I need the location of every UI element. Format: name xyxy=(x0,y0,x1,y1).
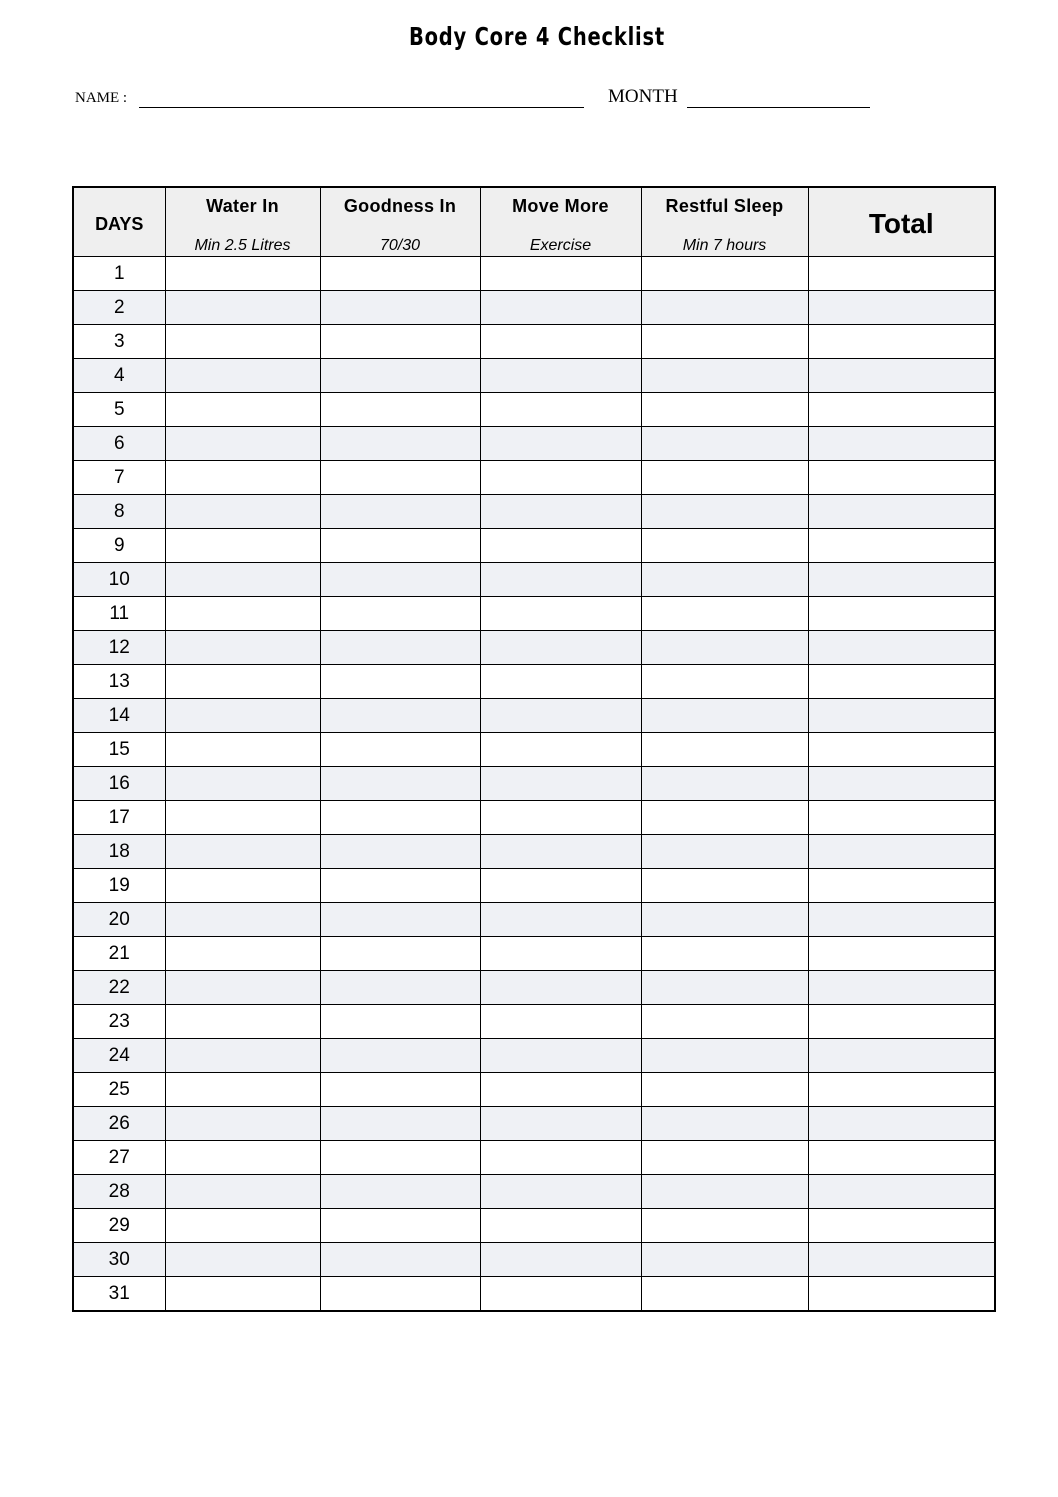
move-cell[interactable] xyxy=(480,325,641,359)
sleep-cell[interactable] xyxy=(641,495,808,529)
table-row xyxy=(73,427,995,461)
goodness-cell[interactable] xyxy=(320,869,480,903)
water-cell[interactable] xyxy=(165,1005,320,1039)
table-row xyxy=(73,257,995,291)
day-number-cell: 19 xyxy=(73,869,165,903)
total-cell[interactable] xyxy=(808,1141,995,1175)
water-cell[interactable] xyxy=(165,835,320,869)
total-cell[interactable] xyxy=(808,971,995,1005)
total-cell[interactable] xyxy=(808,393,995,427)
sleep-cell[interactable] xyxy=(641,733,808,767)
move-cell[interactable] xyxy=(480,597,641,631)
page-title: Body Core 4 Checklist xyxy=(408,22,666,51)
table-row xyxy=(73,1243,995,1277)
goodness-cell[interactable] xyxy=(320,359,480,393)
table-row xyxy=(73,495,995,529)
day-number-cell: 1 xyxy=(73,257,165,291)
move-cell[interactable] xyxy=(480,937,641,971)
day-number-cell: 18 xyxy=(73,835,165,869)
move-cell[interactable] xyxy=(480,257,641,291)
move-header-sub: Exercise xyxy=(529,237,592,254)
month-field-line[interactable] xyxy=(687,107,870,108)
table-row xyxy=(73,563,995,597)
move-cell[interactable] xyxy=(480,1005,641,1039)
goodness-cell[interactable] xyxy=(320,733,480,767)
goodness-cell[interactable] xyxy=(320,427,480,461)
table-row xyxy=(73,801,995,835)
move-cell[interactable] xyxy=(480,767,641,801)
table-row xyxy=(73,1073,995,1107)
total-cell[interactable] xyxy=(808,529,995,563)
table-row xyxy=(73,1005,995,1039)
day-number-cell: 11 xyxy=(73,597,165,631)
table-row xyxy=(73,1209,995,1243)
total-header-label: Total xyxy=(868,208,934,239)
total-cell[interactable] xyxy=(808,937,995,971)
table-row xyxy=(73,1277,995,1312)
move-cell[interactable] xyxy=(480,427,641,461)
move-cell[interactable] xyxy=(480,1277,641,1312)
water-cell[interactable] xyxy=(165,393,320,427)
sleep-cell[interactable] xyxy=(641,1243,808,1277)
water-cell[interactable] xyxy=(165,257,320,291)
goodness-cell[interactable] xyxy=(320,699,480,733)
total-cell[interactable] xyxy=(808,869,995,903)
sleep-cell[interactable] xyxy=(641,699,808,733)
sleep-cell[interactable] xyxy=(641,631,808,665)
move-cell[interactable] xyxy=(480,461,641,495)
water-cell[interactable] xyxy=(165,461,320,495)
total-cell[interactable] xyxy=(808,699,995,733)
move-cell[interactable] xyxy=(480,359,641,393)
goodness-cell[interactable] xyxy=(320,1141,480,1175)
move-cell[interactable] xyxy=(480,869,641,903)
name-field-line[interactable] xyxy=(139,107,584,108)
water-cell[interactable] xyxy=(165,665,320,699)
goodness-cell[interactable] xyxy=(320,1209,480,1243)
table-row xyxy=(73,1039,995,1073)
table-row xyxy=(73,767,995,801)
move-cell[interactable] xyxy=(480,1039,641,1073)
water-cell[interactable] xyxy=(165,767,320,801)
total-cell[interactable] xyxy=(808,359,995,393)
table-row xyxy=(73,325,995,359)
move-cell[interactable] xyxy=(480,529,641,563)
goodness-cell[interactable] xyxy=(320,495,480,529)
move-cell[interactable] xyxy=(480,291,641,325)
water-header-sub: Min 2.5 Litres xyxy=(194,237,291,254)
sleep-cell[interactable] xyxy=(641,1175,808,1209)
sleep-cell[interactable] xyxy=(641,937,808,971)
goodness-cell[interactable] xyxy=(320,325,480,359)
water-cell[interactable] xyxy=(165,801,320,835)
total-cell[interactable] xyxy=(808,835,995,869)
checklist-table xyxy=(72,186,996,1312)
days-header xyxy=(73,187,165,257)
move-cell[interactable] xyxy=(480,393,641,427)
sleep-cell[interactable] xyxy=(641,1277,808,1312)
water-cell[interactable] xyxy=(165,1141,320,1175)
goodness-cell[interactable] xyxy=(320,767,480,801)
water-cell[interactable] xyxy=(165,563,320,597)
water-header xyxy=(165,187,320,257)
day-number-cell: 20 xyxy=(73,903,165,937)
move-cell[interactable] xyxy=(480,1141,641,1175)
move-header xyxy=(480,187,641,257)
total-cell[interactable] xyxy=(808,461,995,495)
day-number-cell: 8 xyxy=(73,495,165,529)
total-cell[interactable] xyxy=(808,1073,995,1107)
day-rows xyxy=(73,257,995,1312)
total-cell[interactable] xyxy=(808,1243,995,1277)
day-number-cell: 25 xyxy=(73,1073,165,1107)
day-number-cell: 24 xyxy=(73,1039,165,1073)
total-cell[interactable] xyxy=(808,1039,995,1073)
day-number-cell: 22 xyxy=(73,971,165,1005)
water-cell[interactable] xyxy=(165,495,320,529)
month-label: MONTH xyxy=(608,86,678,107)
goodness-cell[interactable] xyxy=(320,937,480,971)
sleep-cell[interactable] xyxy=(641,1073,808,1107)
water-header-label: Water In xyxy=(206,196,279,216)
total-cell[interactable] xyxy=(808,767,995,801)
day-number-cell: 29 xyxy=(73,1209,165,1243)
sleep-header xyxy=(641,187,808,257)
goodness-cell[interactable] xyxy=(320,1039,480,1073)
table-row xyxy=(73,597,995,631)
goodness-cell[interactable] xyxy=(320,665,480,699)
sleep-cell[interactable] xyxy=(641,767,808,801)
day-number-cell: 27 xyxy=(73,1141,165,1175)
day-number-cell: 28 xyxy=(73,1175,165,1209)
goodness-cell[interactable] xyxy=(320,1277,480,1312)
table-row xyxy=(73,393,995,427)
table-row xyxy=(73,699,995,733)
total-cell[interactable] xyxy=(808,597,995,631)
move-cell[interactable] xyxy=(480,1209,641,1243)
day-number-cell: 31 xyxy=(73,1277,165,1312)
move-cell[interactable] xyxy=(480,733,641,767)
total-cell[interactable] xyxy=(808,1107,995,1141)
goodness-cell[interactable] xyxy=(320,631,480,665)
day-number-cell: 23 xyxy=(73,1005,165,1039)
table-row xyxy=(73,631,995,665)
water-cell[interactable] xyxy=(165,1073,320,1107)
goodness-cell[interactable] xyxy=(320,1107,480,1141)
total-cell[interactable] xyxy=(808,1175,995,1209)
total-header xyxy=(808,187,995,257)
total-cell[interactable] xyxy=(808,801,995,835)
water-cell[interactable] xyxy=(165,1175,320,1209)
water-cell[interactable] xyxy=(165,733,320,767)
day-number-cell: 26 xyxy=(73,1107,165,1141)
sleep-cell[interactable] xyxy=(641,1005,808,1039)
goodness-header xyxy=(320,187,480,257)
table-row xyxy=(73,937,995,971)
table-row xyxy=(73,291,995,325)
day-number-cell: 16 xyxy=(73,767,165,801)
sleep-cell[interactable] xyxy=(641,1209,808,1243)
header-row xyxy=(73,187,995,257)
sleep-cell[interactable] xyxy=(641,1107,808,1141)
day-number-cell: 12 xyxy=(73,631,165,665)
sleep-cell[interactable] xyxy=(641,869,808,903)
move-cell[interactable] xyxy=(480,835,641,869)
name-label: NAME : xyxy=(75,90,128,106)
sleep-cell[interactable] xyxy=(641,1039,808,1073)
move-cell[interactable] xyxy=(480,971,641,1005)
table-row xyxy=(73,529,995,563)
water-cell[interactable] xyxy=(165,631,320,665)
day-number-cell: 17 xyxy=(73,801,165,835)
table-row xyxy=(73,461,995,495)
move-cell[interactable] xyxy=(480,1107,641,1141)
sleep-cell[interactable] xyxy=(641,903,808,937)
total-cell[interactable] xyxy=(808,563,995,597)
goodness-cell[interactable] xyxy=(320,1175,480,1209)
total-cell[interactable] xyxy=(808,495,995,529)
day-number-cell: 6 xyxy=(73,427,165,461)
goodness-cell[interactable] xyxy=(320,291,480,325)
water-cell[interactable] xyxy=(165,1209,320,1243)
table-row xyxy=(73,1107,995,1141)
goodness-cell[interactable] xyxy=(320,971,480,1005)
water-cell[interactable] xyxy=(165,903,320,937)
water-cell[interactable] xyxy=(165,869,320,903)
sleep-cell[interactable] xyxy=(641,835,808,869)
goodness-cell[interactable] xyxy=(320,903,480,937)
water-cell[interactable] xyxy=(165,325,320,359)
sleep-cell[interactable] xyxy=(641,325,808,359)
day-number-cell: 2 xyxy=(73,291,165,325)
total-cell[interactable] xyxy=(808,665,995,699)
sleep-cell[interactable] xyxy=(641,801,808,835)
move-cell[interactable] xyxy=(480,563,641,597)
water-cell[interactable] xyxy=(165,291,320,325)
day-number-cell: 10 xyxy=(73,563,165,597)
move-header-label: Move More xyxy=(512,196,609,216)
water-cell[interactable] xyxy=(165,1107,320,1141)
water-cell[interactable] xyxy=(165,359,320,393)
goodness-header-label: Goodness In xyxy=(343,196,457,216)
sleep-header-sub: Min 7 hours xyxy=(682,237,767,254)
goodness-cell[interactable] xyxy=(320,461,480,495)
sleep-cell[interactable] xyxy=(641,291,808,325)
table-row xyxy=(73,869,995,903)
table-row xyxy=(73,359,995,393)
water-cell[interactable] xyxy=(165,427,320,461)
move-cell[interactable] xyxy=(480,1073,641,1107)
table-row xyxy=(73,971,995,1005)
total-cell[interactable] xyxy=(808,1005,995,1039)
day-number-cell: 3 xyxy=(73,325,165,359)
move-cell[interactable] xyxy=(480,495,641,529)
day-number-cell: 7 xyxy=(73,461,165,495)
table-row xyxy=(73,665,995,699)
move-cell[interactable] xyxy=(480,631,641,665)
day-number-cell: 30 xyxy=(73,1243,165,1277)
sleep-cell[interactable] xyxy=(641,393,808,427)
day-number-cell: 15 xyxy=(73,733,165,767)
total-cell[interactable] xyxy=(808,1277,995,1312)
water-cell[interactable] xyxy=(165,529,320,563)
water-cell[interactable] xyxy=(165,597,320,631)
goodness-cell[interactable] xyxy=(320,801,480,835)
day-number-cell: 5 xyxy=(73,393,165,427)
move-cell[interactable] xyxy=(480,1243,641,1277)
total-cell[interactable] xyxy=(808,325,995,359)
goodness-header-sub: 70/30 xyxy=(379,237,421,254)
move-cell[interactable] xyxy=(480,665,641,699)
total-cell[interactable] xyxy=(808,427,995,461)
day-number-cell: 4 xyxy=(73,359,165,393)
goodness-cell[interactable] xyxy=(320,529,480,563)
total-cell[interactable] xyxy=(808,257,995,291)
move-cell[interactable] xyxy=(480,903,641,937)
day-number-cell: 21 xyxy=(73,937,165,971)
water-cell[interactable] xyxy=(165,1039,320,1073)
days-header-label: DAYS xyxy=(95,214,144,234)
sleep-cell[interactable] xyxy=(641,461,808,495)
sleep-cell[interactable] xyxy=(641,359,808,393)
goodness-cell[interactable] xyxy=(320,563,480,597)
day-number-cell: 9 xyxy=(73,529,165,563)
total-cell[interactable] xyxy=(808,733,995,767)
total-cell[interactable] xyxy=(808,903,995,937)
goodness-cell[interactable] xyxy=(320,1005,480,1039)
table-row xyxy=(73,733,995,767)
sleep-header-label: Restful Sleep xyxy=(665,196,784,216)
water-cell[interactable] xyxy=(165,937,320,971)
day-number-cell: 14 xyxy=(73,699,165,733)
goodness-cell[interactable] xyxy=(320,835,480,869)
water-cell[interactable] xyxy=(165,699,320,733)
goodness-cell[interactable] xyxy=(320,393,480,427)
goodness-cell[interactable] xyxy=(320,257,480,291)
move-cell[interactable] xyxy=(480,699,641,733)
goodness-cell[interactable] xyxy=(320,1073,480,1107)
move-cell[interactable] xyxy=(480,1175,641,1209)
sleep-cell[interactable] xyxy=(641,529,808,563)
table-row xyxy=(73,903,995,937)
day-number-cell: 13 xyxy=(73,665,165,699)
water-cell[interactable] xyxy=(165,1277,320,1312)
table-row xyxy=(73,835,995,869)
total-cell[interactable] xyxy=(808,631,995,665)
sleep-cell[interactable] xyxy=(641,257,808,291)
goodness-cell[interactable] xyxy=(320,597,480,631)
water-cell[interactable] xyxy=(165,971,320,1005)
sleep-cell[interactable] xyxy=(641,597,808,631)
table-row xyxy=(73,1175,995,1209)
sleep-cell[interactable] xyxy=(641,1141,808,1175)
total-cell[interactable] xyxy=(808,291,995,325)
table-row xyxy=(73,1141,995,1175)
sleep-cell[interactable] xyxy=(641,665,808,699)
water-cell[interactable] xyxy=(165,1243,320,1277)
sleep-cell[interactable] xyxy=(641,971,808,1005)
move-cell[interactable] xyxy=(480,801,641,835)
goodness-cell[interactable] xyxy=(320,1243,480,1277)
total-cell[interactable] xyxy=(808,1209,995,1243)
sleep-cell[interactable] xyxy=(641,427,808,461)
sleep-cell[interactable] xyxy=(641,563,808,597)
